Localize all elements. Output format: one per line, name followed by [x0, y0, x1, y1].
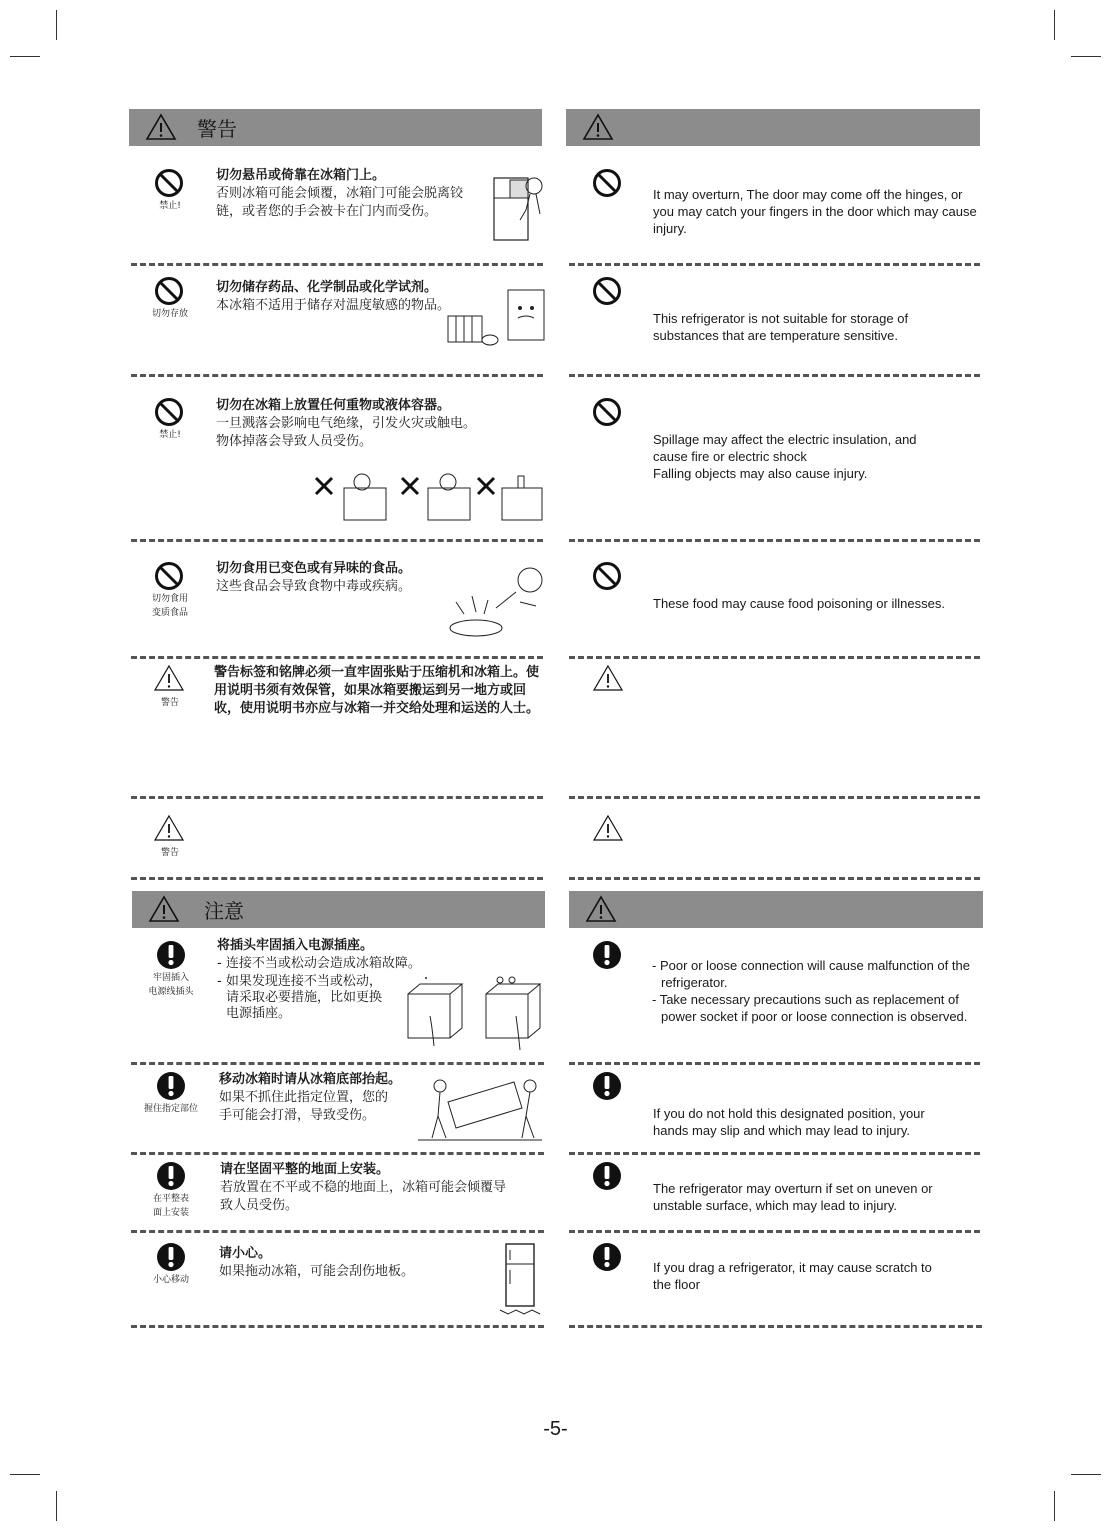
plug-socket-illustration — [404, 972, 562, 1052]
warning-body-en: This refrigerator is not suitable for storage of substances that are temperature sensitive. — [653, 311, 909, 343]
crop-mark — [1054, 10, 1055, 40]
crop-mark — [10, 56, 40, 57]
warning-triangle-icon — [148, 895, 180, 923]
caution-body-zh: - 如果发现连接不当或松动， — [217, 974, 382, 989]
caution-body-zh: 致人员受伤。 — [220, 1198, 299, 1213]
divider — [569, 374, 980, 377]
caution-title-zh: 请小心。 — [219, 1246, 272, 1261]
icon-label: 电源线插头 — [148, 987, 194, 997]
caution-body-zh: 若放置在不平或不稳的地面上，冰箱可能会倾覆导 — [220, 1180, 507, 1195]
crop-mark — [56, 1491, 57, 1521]
icon-label: 切勿食用 — [151, 594, 188, 604]
crop-mark — [56, 10, 57, 40]
caution-body-zh: 请采取必要措施，比如更换 — [226, 990, 383, 1005]
divider — [131, 877, 543, 880]
fridge-floor-illustration — [496, 1240, 544, 1320]
mandatory-icon — [592, 1071, 622, 1101]
warning-body-zh: 否则冰箱可能会倾覆，冰箱门可能会脱离铰链，或者您的手会被卡在门内而受伤。 — [216, 186, 464, 219]
divider — [569, 1152, 980, 1155]
warning-title-zh: 警告标签和铭牌必须一直牢固张贴于压缩机和冰箱上。使用说明书须有效保管，如果冰箱要搬运到另一地方或回收，使用说明书亦应与冰箱一并交给处理和运送的人士。 — [214, 665, 540, 716]
caution-title-zh: 将插头牢固插入电源插座。 — [217, 938, 374, 953]
icon-label: 牢固插入 — [152, 973, 189, 983]
mandatory-icon — [592, 1161, 622, 1191]
caution-body-en: - Poor or loose connection will cause malfunction of the refrigerator. — [652, 958, 970, 990]
icon-label: 面上安装 — [152, 1208, 189, 1218]
prohibition-icon — [154, 397, 184, 427]
caution-body-en: - Take necessary precautions such as replacement of power socket if poor or loose connection is observed. — [652, 992, 968, 1024]
warning-body-en: These food may cause food poisoning or illnesses. — [653, 596, 945, 611]
divider — [569, 1062, 980, 1065]
icon-label: 警告 — [160, 848, 179, 858]
warning-triangle-icon — [153, 814, 185, 842]
prohibition-icon — [154, 276, 184, 306]
mandatory-icon — [156, 1161, 186, 1191]
warning-triangle-icon — [582, 113, 614, 141]
caution-body-zh: 电源插座。 — [226, 1006, 292, 1021]
caution-body-zh: 手可能会打滑，导致受伤。 — [219, 1108, 376, 1123]
caution-title: 注意 — [204, 899, 244, 923]
caution-title-zh: 请在坚固平整的地面上安装。 — [220, 1162, 390, 1177]
lifting-fridge-illustration — [418, 1072, 544, 1144]
icon-label: 变质食品 — [151, 608, 188, 618]
caution-body-zh: 如果拖动冰箱，可能会刮伤地板。 — [219, 1264, 415, 1279]
crop-mark — [10, 1474, 40, 1475]
caution-body-en: If you drag a refrigerator, it may cause scratch to the floor — [653, 1260, 932, 1292]
divider — [131, 1325, 544, 1328]
divider — [569, 263, 980, 266]
mandatory-icon — [156, 940, 186, 970]
warning-title-zh: 切勿悬吊或倚靠在冰箱门上。 — [216, 168, 386, 183]
warning-triangle-icon — [145, 113, 177, 141]
prohibition-icon — [154, 561, 184, 591]
mandatory-icon — [156, 1242, 186, 1272]
divider — [569, 796, 980, 799]
warning-title: 警告 — [197, 117, 237, 141]
icon-label: 握住指定部位 — [143, 1104, 198, 1114]
caution-header-en — [569, 891, 983, 928]
warning-body-zh: 本冰箱不适用于储存对温度敏感的物品。 — [216, 298, 451, 313]
icon-label: 警告 — [160, 698, 179, 708]
caution-body-en: The refrigerator may overturn if set on uneven or unstable surface, which may lead to injury. — [653, 1181, 933, 1213]
mandatory-icon — [592, 940, 622, 970]
caution-title-zh: 移动冰箱时请从冰箱底部抬起。 — [219, 1072, 402, 1087]
warning-triangle-icon — [153, 664, 185, 692]
divider — [569, 1325, 982, 1328]
caution-body-zh: - 连接不当或松动会造成冰箱故障。 — [217, 956, 421, 971]
spoiled-food-illustration — [436, 562, 548, 646]
caution-header-zh — [132, 891, 545, 928]
warning-triangle-icon — [592, 814, 624, 842]
fridge-hanging-illustration — [490, 170, 546, 242]
divider — [131, 374, 543, 377]
page-number: -5- — [543, 1418, 568, 1440]
warning-title-zh: 切勿在冰箱上放置任何重物或液体容器。 — [216, 398, 451, 413]
crop-mark — [1071, 56, 1101, 57]
divider — [569, 656, 980, 659]
warning-body-en: Spillage may affect the electric insulation, and cause fire or electric shock — [653, 432, 917, 464]
crop-mark — [1054, 1491, 1055, 1521]
prohibition-icon — [154, 168, 184, 198]
warning-body-zh: 这些食品会导致食物中毒或疾病。 — [216, 579, 412, 594]
icon-label: 禁止! — [159, 430, 181, 440]
mandatory-icon — [592, 1242, 622, 1272]
warning-body-zh: 物体掉落会导致人员受伤。 — [216, 434, 373, 449]
warning-header-zh — [129, 109, 542, 146]
warning-title-zh: 切勿食用已变色或有异味的食品。 — [216, 561, 412, 576]
divider — [131, 539, 543, 542]
crop-mark — [1071, 1474, 1101, 1475]
divider — [131, 796, 543, 799]
divider — [131, 263, 543, 266]
prohibition-icon — [592, 561, 622, 591]
warning-triangle-icon — [592, 664, 624, 692]
icon-label: 小心移动 — [152, 1275, 189, 1285]
icon-label: 在平整表 — [152, 1194, 189, 1204]
prohibition-icon — [592, 397, 622, 427]
divider — [131, 1230, 544, 1233]
icon-label: 切勿存放 — [151, 309, 188, 319]
warning-body-en: It may overturn, The door may come off the hinges, or you may catch your fingers in the door which may cause injury. — [653, 187, 977, 236]
divider — [131, 1062, 544, 1065]
icon-label: 禁止! — [159, 201, 181, 211]
divider — [569, 539, 980, 542]
divider — [569, 1230, 980, 1233]
prohibition-icon — [592, 168, 622, 198]
caution-body-en: If you do not hold this designated position, your hands may slip and which may lead to injury. — [653, 1106, 925, 1138]
chemicals-illustration — [444, 282, 548, 352]
warning-body-zh: 一旦溅落会影响电气绝缘，引发火灾或触电。 — [216, 416, 477, 431]
divider — [569, 877, 980, 880]
warning-title-zh: 切勿储存药品、化学制品或化学试剂。 — [216, 280, 438, 295]
warning-body-en: Falling objects may also cause injury. — [653, 466, 868, 481]
warning-triangle-icon — [585, 895, 617, 923]
divider — [131, 656, 543, 659]
warning-header-en — [566, 109, 980, 146]
divider — [131, 1152, 544, 1155]
mandatory-icon — [156, 1071, 186, 1101]
heavy-objects-illustration — [312, 470, 546, 522]
prohibition-icon — [592, 276, 622, 306]
caution-body-zh: 如果不抓住此指定位置，您的 — [219, 1090, 389, 1105]
